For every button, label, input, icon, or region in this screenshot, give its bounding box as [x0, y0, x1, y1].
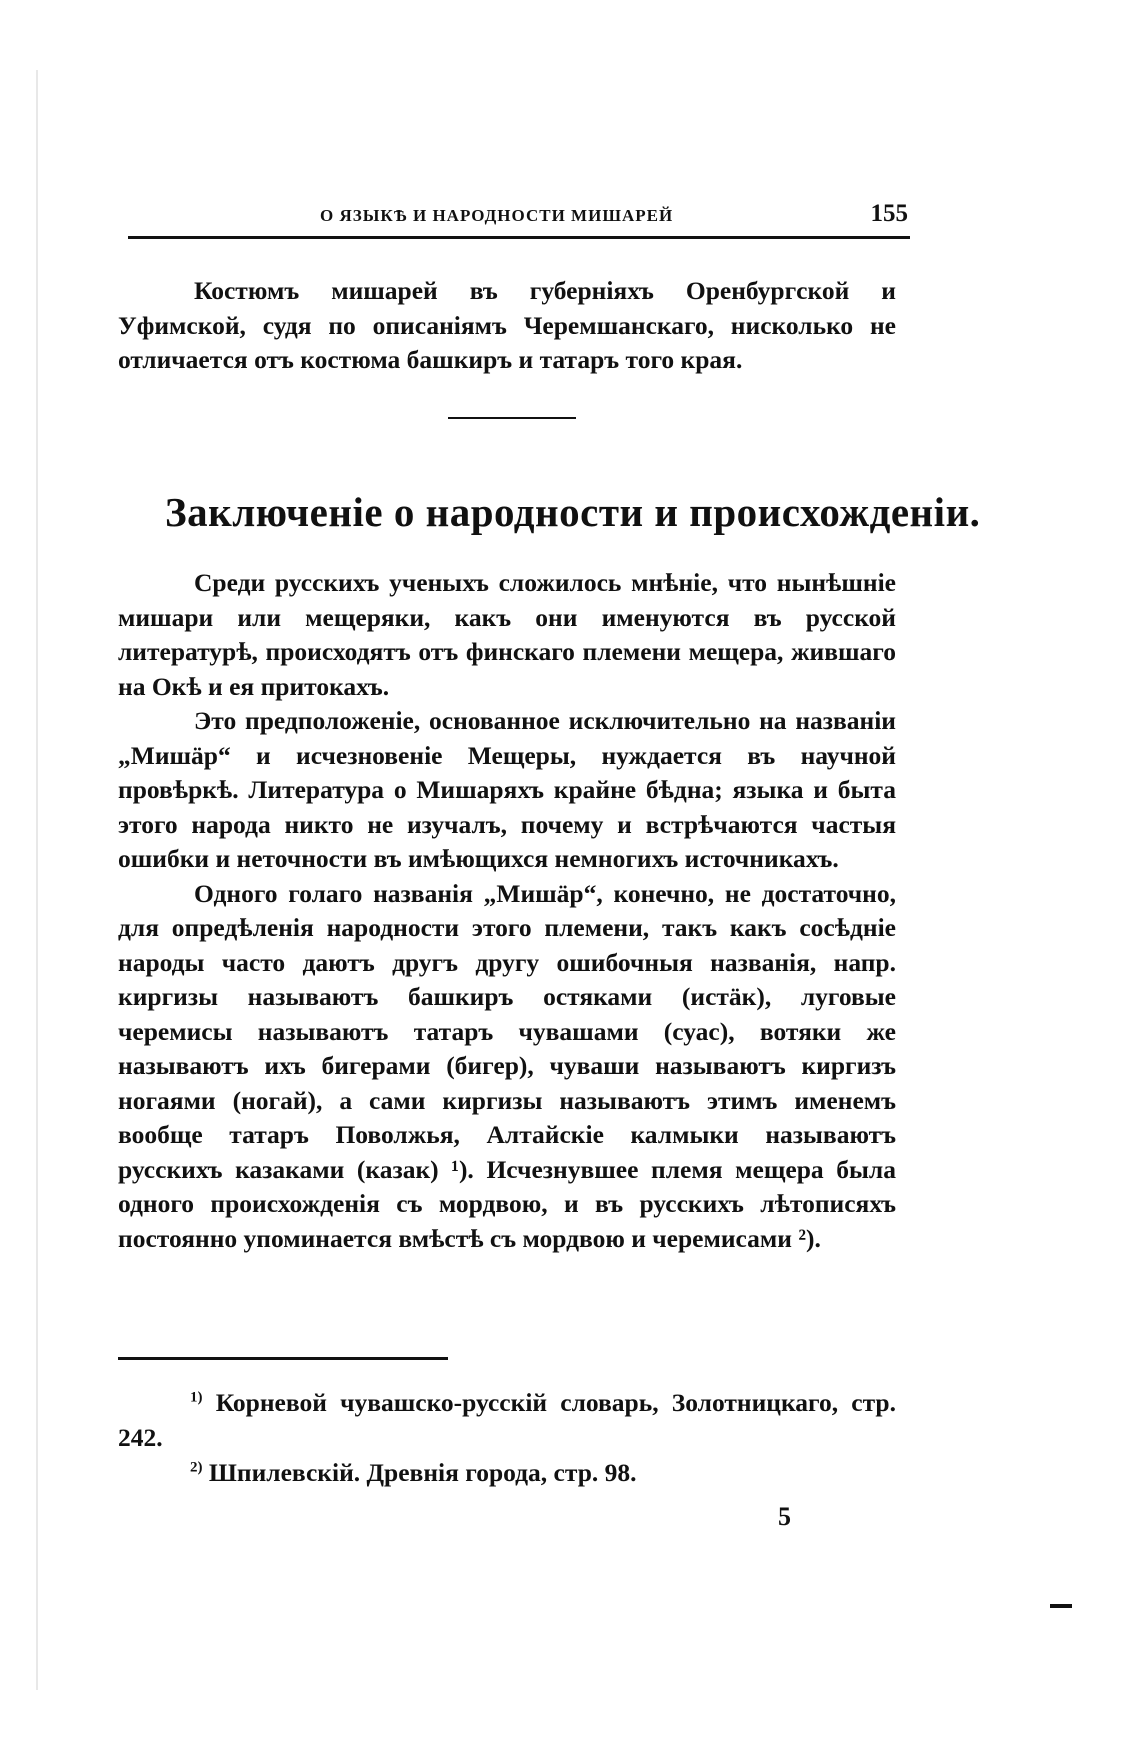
- section-title: Заключеніе о народности и происхожденіи.: [165, 489, 981, 535]
- footnote-text: Шпилевскій. Древнія города, стр. 98.: [208, 1458, 637, 1487]
- margin-dash: [1050, 1604, 1072, 1608]
- body-paragraph-1: Среди русскихъ ученыхъ сложилось мнѣніе, что нынѣшніе мишари или мещеряки, какъ они именуются въ русской литературѣ, происходятъ отъ финскаго племени мещера, жившаго на Окѣ и ея притокахъ.: [118, 568, 896, 701]
- page-edge-shadow: [36, 70, 38, 1690]
- signature-mark: 5: [778, 1502, 791, 1531]
- footnotes: [118, 1385, 896, 1490]
- footnote-mark: 1): [190, 1389, 203, 1406]
- footnote-text: Корневой чувашско-русскій словарь, Золотницкаго, стр. 242.: [118, 1388, 896, 1452]
- intro-paragraph: Костюмъ мишарей въ губерніяхъ Оренбургской и Уфимской, судя по описаніямъ Черемшанскаго, нисколько не отличается отъ костюма башкиръ и татаръ того края.: [118, 276, 896, 374]
- footnote-mark: 2): [190, 1459, 203, 1476]
- header-rule: [128, 236, 910, 239]
- intro-text: [118, 274, 896, 378]
- running-head: [128, 196, 908, 236]
- page-number: 155: [870, 200, 908, 227]
- section-body: [118, 566, 896, 1256]
- running-title: О ЯЗЫКѢ И НАРОДНОСТИ МИШАРЕЙ: [320, 206, 674, 225]
- body-paragraph-3: Одного голаго названія „Мишäр“, конечно, не достаточно, для опредѣленія народности этого племени, такъ какъ сосѣдніе народы часто даютъ другъ другу ошибочныя названія, напр. киргизы называютъ башкиръ остяками (истäк), луговые черемисы называютъ татаръ чувашами (суас), вотяки же называютъ ихъ бигерами (бигер), чуваши называютъ киргизъ ногаями (ногай), а сами киргизы называютъ этимъ именемъ вообще татаръ Поволжья, Алтайскіе калмыки называютъ русскихъ казаками (казак) ¹). Исчезнувшее племя мещера была одного происхожденія съ мордвою, и въ русскихъ лѣтописяхъ постоянно упоминается вмѣстѣ съ мордвою и черемисами ²).: [118, 878, 896, 1253]
- footnote-1: [118, 1385, 896, 1455]
- body-paragraph-2: Это предположеніе, основанное исключительно на названіи „Мишäр“ и исчезновеніе Мещеры, нуждается въ научной провѣркѣ. Литература о Мишаряхъ крайне бѣдна; языка и быта этого народа никто не изучалъ, почему и встрѣчаются частыя ошибки и неточности въ имѣющихся немногихъ источникахъ.: [118, 706, 896, 873]
- footnote-2: [118, 1455, 896, 1490]
- footnote-rule: [118, 1357, 448, 1360]
- section-divider: [448, 417, 576, 419]
